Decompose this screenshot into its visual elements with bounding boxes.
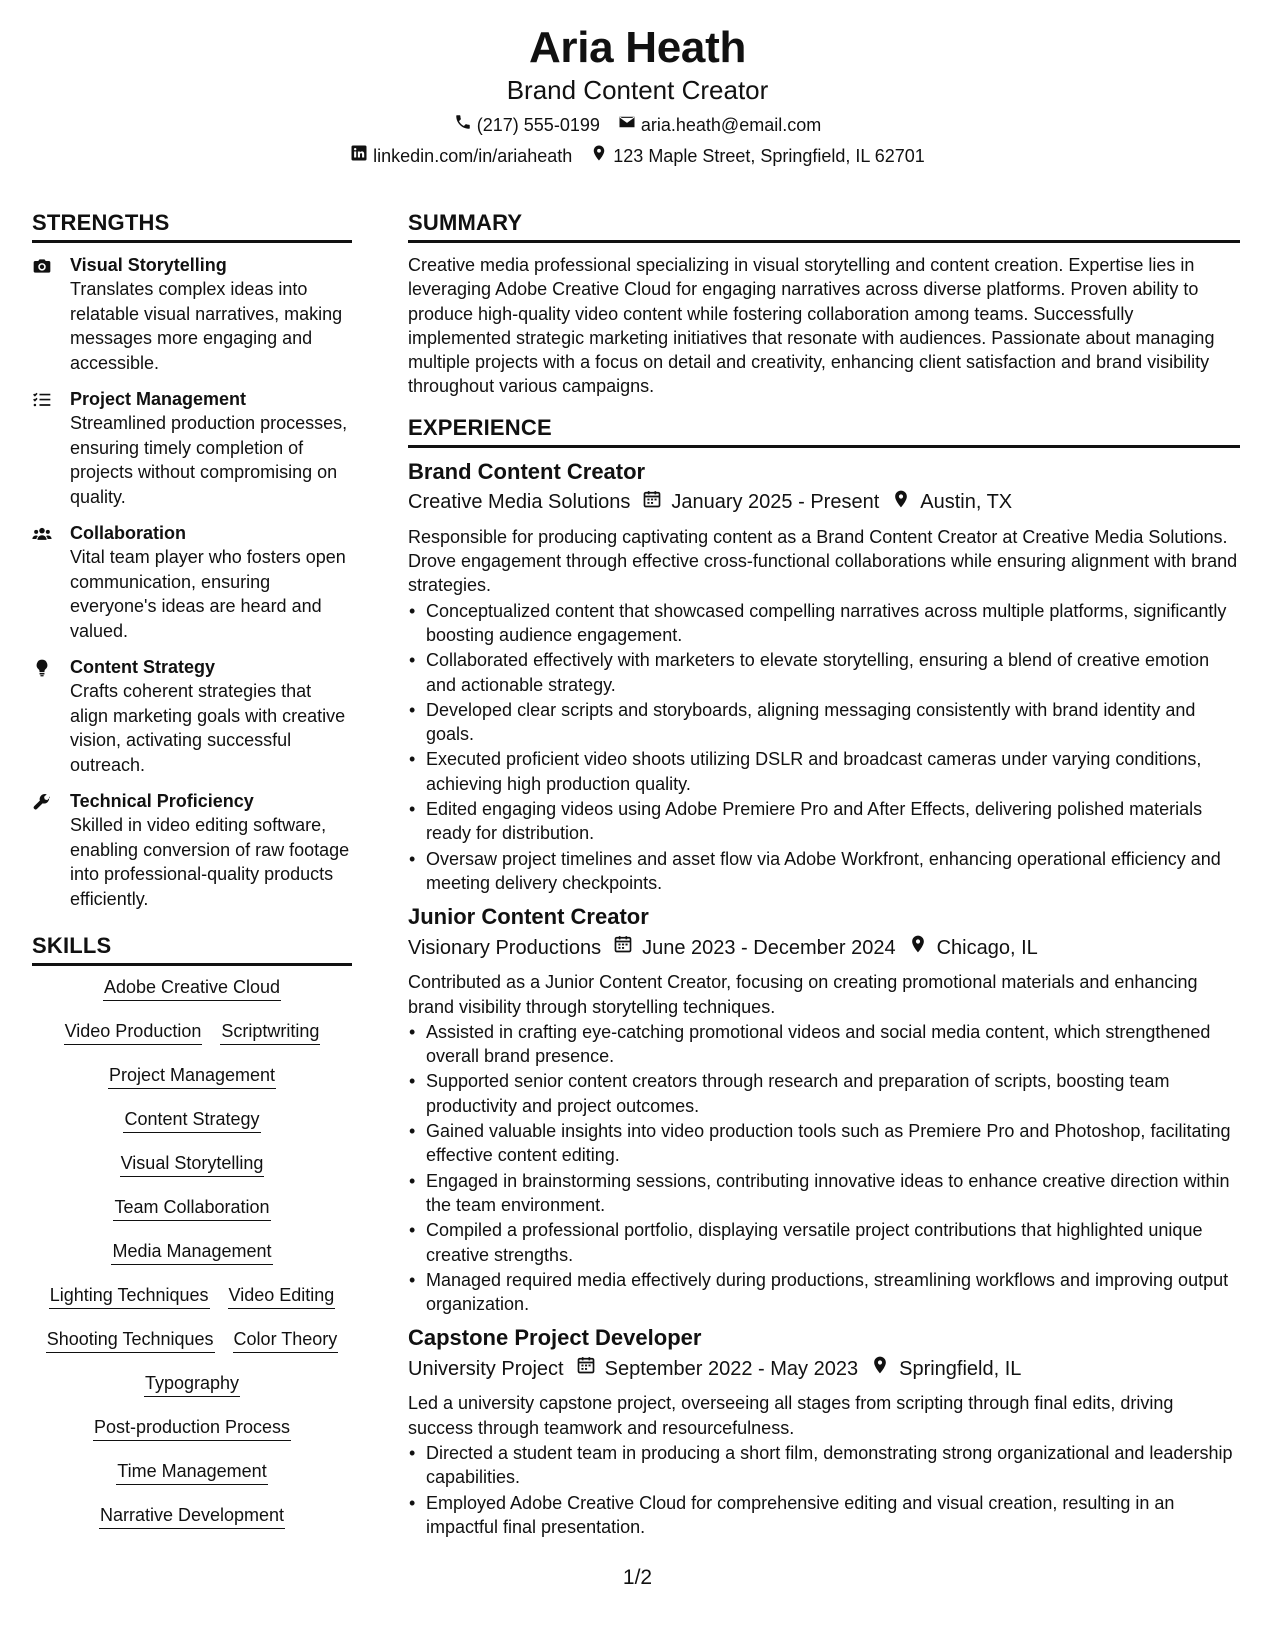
job-bullet: • Compiled a professional portfolio, displaying versatile project contributions that highlighted unique creative strengths.	[426, 1218, 1240, 1267]
job-bullet: • Assisted in crafting eye-catching promotional videos and social media content, which strengthened overall brand presence.	[426, 1020, 1240, 1069]
job-bullet: • Developed clear scripts and storyboards, aligning messaging consistently with brand identity and goals.	[426, 698, 1240, 747]
job-title: Capstone Project Developer	[408, 1325, 702, 1351]
job-bullet: • Oversaw project timelines and asset flow via Adobe Workfront, enhancing operational efficiency and meeting delivery checkpoints.	[426, 847, 1240, 896]
job-company: University Project	[408, 1357, 564, 1380]
email-contact[interactable]	[618, 112, 821, 138]
page-number: 1/2	[622, 1566, 653, 1589]
skill-tag: Lighting Techniques	[49, 1284, 210, 1309]
users-icon	[32, 521, 70, 643]
job-bullets	[408, 599, 1240, 896]
job-dates-text: January 2025 - Present	[671, 491, 880, 514]
calendar-icon	[642, 489, 671, 516]
strength-title: Visual Storytelling	[70, 255, 227, 275]
job-dates-text: June 2023 - December 2024	[642, 936, 896, 959]
location-pin-icon	[590, 143, 608, 169]
skill-row	[32, 1020, 352, 1045]
job-location	[891, 489, 1012, 516]
location-pin-icon	[870, 1355, 899, 1382]
address-text: 123 Maple Street, Springfield, IL 62701	[613, 146, 925, 166]
strength-desc: Streamlined production processes, ensuring timely completion of projects without compromising on quality.	[70, 413, 348, 507]
skill-row	[32, 976, 352, 1001]
strength-title: Content Strategy	[70, 657, 216, 677]
job-company: Creative Media Solutions	[408, 491, 631, 514]
wrench-icon	[32, 789, 70, 911]
location-pin-icon	[908, 934, 937, 961]
job-bullet: • Gained valuable insights into video production tools such as Premiere Pro and Photoshop, facilitating effective content editing.	[426, 1119, 1240, 1168]
strength-title: Collaboration	[70, 523, 186, 543]
address-contact	[590, 143, 925, 169]
job-description: Led a university capstone project, overseeing all stages from scripting through final edits, driving success through teamwork and resourcefulness.	[408, 1393, 1174, 1438]
skill-row	[32, 1328, 352, 1353]
skill-tag: Team Collaboration	[113, 1196, 270, 1221]
calendar-icon	[613, 934, 642, 961]
job-location	[870, 1355, 1021, 1382]
experience-entry	[408, 1324, 1240, 1539]
strengths-heading: STRENGTHS	[32, 210, 352, 243]
lightbulb-icon	[32, 655, 70, 777]
skill-tag: Visual Storytelling	[120, 1152, 265, 1177]
job-bullets	[408, 1020, 1240, 1317]
resume-header	[0, 22, 1275, 169]
phone-contact	[454, 112, 600, 138]
job-bullet: • Engaged in brainstorming sessions, contributing innovative ideas to enhance creative direction within the team environment.	[426, 1169, 1240, 1218]
job-description: Responsible for producing captivating content as a Brand Content Creator at Creative Media Solutions. Drove engagement through effective cross-functional collaborations while ensuring alignment with brand strategies.	[408, 526, 1238, 596]
job-bullet: • Edited engaging videos using Adobe Premiere Pro and After Effects, delivering polished materials ready for distribution.	[426, 797, 1240, 846]
phone-text: (217) 555-0199	[476, 115, 600, 135]
job-dates	[642, 489, 879, 516]
skill-tag: Video Editing	[228, 1284, 336, 1309]
job-meta	[408, 489, 1240, 516]
contact-row-2	[0, 143, 1275, 169]
skill-tag: Video Production	[64, 1020, 203, 1045]
job-title: Brand Content Creator	[408, 458, 646, 484]
experience-heading: EXPERIENCE	[408, 415, 1240, 448]
skill-row	[32, 1240, 352, 1265]
skill-tag: Shooting Techniques	[46, 1328, 215, 1353]
right-column	[408, 210, 1240, 1547]
job-meta	[408, 934, 1240, 961]
strength-desc: Translates complex ideas into relatable visual narratives, making messages more engaging and accessible.	[70, 279, 343, 373]
linkedin-text[interactable]: linkedin.com/in/ariaheath	[373, 146, 573, 166]
strength-desc: Crafts coherent strategies that align marketing goals with creative vision, activating successful outreach.	[70, 681, 346, 775]
job-bullets	[408, 1441, 1240, 1539]
skill-tag: Post-production Process	[93, 1416, 291, 1441]
strength-desc: Skilled in video editing software, enabling conversion of raw footage into professional-quality products efficiently.	[70, 815, 350, 909]
skill-row	[32, 1152, 352, 1177]
strength-item	[32, 253, 352, 375]
strength-item	[32, 387, 352, 509]
strength-desc: Vital team player who fosters open communication, ensuring everyone's ideas are heard and valued.	[70, 547, 346, 641]
job-meta	[408, 1355, 1240, 1382]
calendar-icon	[576, 1355, 605, 1382]
skill-row	[32, 1416, 352, 1441]
strength-title: Technical Proficiency	[70, 791, 254, 811]
left-column	[32, 210, 352, 1548]
experience-entry	[408, 458, 1240, 895]
skill-tag: Color Theory	[233, 1328, 339, 1353]
job-bullet: • Supported senior content creators through research and preparation of scripts, boosting team productivity and project outcomes.	[426, 1069, 1240, 1118]
job-bullet: • Employed Adobe Creative Cloud for comprehensive editing and visual creation, resulting in an impactful final presentation.	[426, 1491, 1240, 1540]
job-dates-text: September 2022 - May 2023	[604, 1357, 859, 1380]
skill-row	[32, 1196, 352, 1221]
candidate-title: Brand Content Creator	[506, 75, 769, 105]
skill-tag: Typography	[144, 1372, 240, 1397]
location-pin-icon	[891, 489, 920, 516]
skills-list	[32, 976, 352, 1529]
job-dates	[576, 1355, 859, 1382]
skill-row	[32, 1504, 352, 1529]
skill-row	[32, 1372, 352, 1397]
job-company: Visionary Productions	[408, 936, 602, 959]
job-bullet: • Executed proficient video shoots utilizing DSLR and broadcast cameras under varying conditions, achieving high production quality.	[426, 747, 1240, 796]
strength-item	[32, 655, 352, 777]
experience-entry	[408, 903, 1240, 1316]
skill-tag: Media Management	[111, 1240, 272, 1265]
job-location-text: Springfield, IL	[899, 1357, 1022, 1380]
job-bullet: • Collaborated effectively with marketers to elevate storytelling, ensuring a blend of creative emotion and actionable strategy.	[426, 648, 1240, 697]
phone-icon	[454, 112, 472, 138]
skill-tag: Scriptwriting	[220, 1020, 320, 1045]
envelope-icon	[618, 112, 636, 138]
job-description: Contributed as a Junior Content Creator, focusing on creating promotional materials and enhancing brand visibility through storytelling techniques.	[408, 972, 1198, 1017]
email-text[interactable]: aria.heath@email.com	[640, 115, 822, 135]
strength-item	[32, 789, 352, 911]
skill-tag: Narrative Development	[99, 1504, 285, 1529]
strength-title: Project Management	[70, 389, 247, 409]
job-location	[908, 934, 1038, 961]
task-list-icon	[32, 387, 70, 509]
skill-tag: Content Strategy	[123, 1108, 260, 1133]
job-bullet: • Managed required media effectively during productions, streamlining workflows and improving output organization.	[426, 1268, 1240, 1317]
skill-tag: Project Management	[108, 1064, 276, 1089]
skill-tag: Adobe Creative Cloud	[103, 976, 281, 1001]
job-dates	[613, 934, 896, 961]
job-bullet: • Directed a student team in producing a short film, demonstrating strong organizational and leadership capabilities.	[426, 1441, 1240, 1490]
skills-heading: SKILLS	[32, 933, 352, 966]
job-location-text: Chicago, IL	[936, 936, 1038, 959]
summary-heading: SUMMARY	[408, 210, 1240, 243]
summary-text: Creative media professional specializing in visual storytelling and content creation. Expertise lies in leveraging Adobe Creative Cloud for engaging narratives across diverse platforms. Proven ability to produce high-quality video content while fostering collaboration among teams. Successfully implemented strategic marketing initiatives that resonate with audiences. Passionate about managing multiple projects with a focus on detail and creativity, enhancing client satisfaction and brand visibility throughout various campaigns.	[408, 255, 1215, 397]
skill-row	[32, 1108, 352, 1133]
camera-icon	[32, 253, 70, 375]
candidate-name: Aria Heath	[528, 23, 747, 72]
contact-row-1	[0, 112, 1275, 138]
skill-tag: Time Management	[116, 1460, 267, 1485]
strength-item	[32, 521, 352, 643]
job-bullet: • Conceptualized content that showcased compelling narratives across multiple platforms, significantly boosting audience engagement.	[426, 599, 1240, 648]
skill-row	[32, 1284, 352, 1309]
linkedin-icon	[350, 143, 368, 169]
skill-row	[32, 1064, 352, 1089]
job-title: Junior Content Creator	[408, 904, 649, 930]
skill-row	[32, 1460, 352, 1485]
linkedin-contact[interactable]	[350, 143, 572, 169]
job-location-text: Austin, TX	[920, 491, 1013, 514]
